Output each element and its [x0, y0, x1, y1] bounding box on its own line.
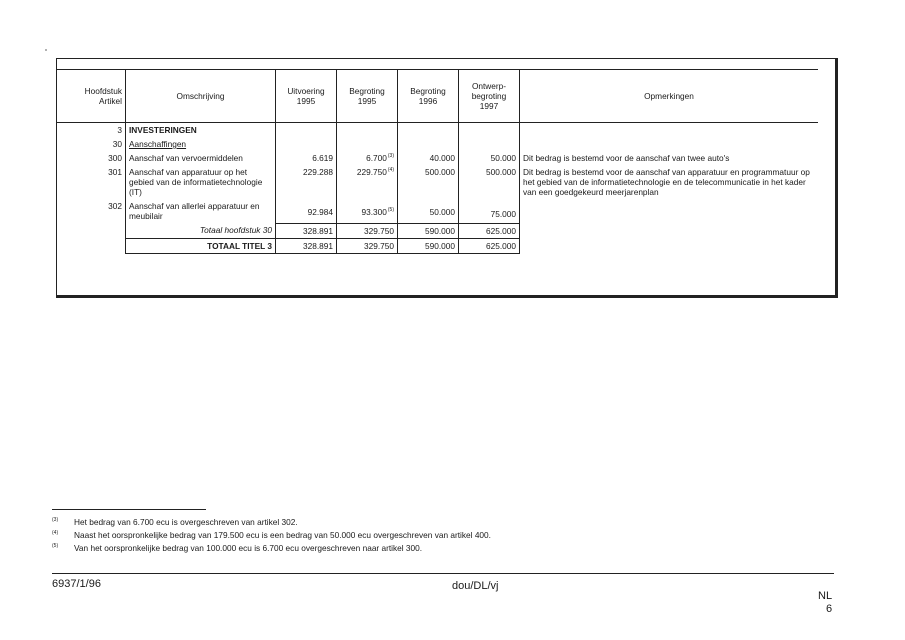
- row-budget95: 229.750$^{(4)}$: [337, 165, 398, 199]
- footnote-mark: (4): [52, 530, 59, 536]
- footnote-mark: (5): [52, 543, 59, 549]
- table-row: [57, 165, 818, 199]
- total-chapter-draft97: 625.000: [459, 223, 520, 238]
- header-description: Omschrijving: [126, 70, 276, 123]
- footnote: [52, 530, 491, 540]
- row-budget96: 40.000: [398, 151, 459, 165]
- total-title-label: TOTAAL TITEL 3: [126, 238, 276, 253]
- total-title-exec: 328.891: [276, 238, 337, 253]
- total-chapter-exec: 328.891: [276, 223, 337, 238]
- footnote-ref: (4): [387, 167, 394, 173]
- header-row: [57, 70, 818, 123]
- table-row: [57, 137, 818, 151]
- language-code: NL: [818, 590, 833, 602]
- footnote-separator: [52, 509, 206, 510]
- footnote-ref: (5): [387, 207, 394, 213]
- header-budget-1996: Begroting 1996: [398, 70, 459, 123]
- footnote-text: Naast het oorspronkelijke bedrag van 179.500 ecu is een bedrag van 50.000 ecu overgeschreven van artikel 400.: [74, 530, 491, 540]
- row-code: 3: [57, 123, 126, 138]
- header-chapter: Hoofdstuk Artikel: [57, 70, 126, 123]
- row-budget96: 50.000: [398, 199, 459, 223]
- page-number: 6: [825, 603, 833, 615]
- total-chapter-budget96: 590.000: [398, 223, 459, 238]
- table-row: [57, 151, 818, 165]
- document-reference: dou/DL/vj: [452, 580, 499, 592]
- header-exec-1995: Uitvoering 1995: [276, 70, 337, 123]
- row-description: INVESTERINGEN: [126, 123, 276, 138]
- footnote: [52, 517, 298, 527]
- scan-speck: [45, 49, 47, 51]
- row-description: Aanschaffingen: [126, 137, 276, 151]
- footer-rule: [52, 573, 834, 574]
- row-exec: 6.619: [276, 151, 337, 165]
- row-exec: 92.984: [276, 199, 337, 223]
- row-code: 301: [57, 165, 126, 199]
- table-row: [57, 199, 818, 223]
- row-exec: 229.288: [276, 165, 337, 199]
- row-code: 300: [57, 151, 126, 165]
- total-chapter-budget95: 329.750: [337, 223, 398, 238]
- row-description: Aanschaf van apparatuur op het gebied van de informatietechnologie (IT): [126, 165, 276, 199]
- document-number: 6937/1/96: [52, 578, 101, 590]
- row-code: 30: [57, 137, 126, 151]
- row-draft97: 500.000: [459, 165, 520, 199]
- total-chapter-label: Totaal hoofdstuk 30: [126, 223, 276, 238]
- budget-table: [57, 69, 818, 254]
- row-draft97: 75.000: [459, 199, 520, 223]
- row-remark: Dit bedrag is bestemd voor de aanschaf van apparatuur en programmatuur op het gebied van de informatietechnologie en de telecommunicatie in het kader van een goedgekeurd meerjarenplan: [520, 165, 819, 199]
- total-title-budget95: 329.750: [337, 238, 398, 253]
- row-description: Aanschaf van vervoermiddelen: [126, 151, 276, 165]
- header-remarks: Opmerkingen: [520, 70, 819, 123]
- row-budget95: 6.700$^{(3)}$: [337, 151, 398, 165]
- footnote-ref: (3): [387, 153, 394, 159]
- row-draft97: 50.000: [459, 151, 520, 165]
- footnote-mark: (3): [52, 517, 59, 523]
- row-code: 302: [57, 199, 126, 223]
- language-and-page: [818, 590, 832, 616]
- header-draft-1997: Ontwerp- begroting 1997: [459, 70, 520, 123]
- total-chapter-row: [57, 223, 818, 238]
- footnote-text: Van het oorspronkelijke bedrag van 100.000 ecu is 6.700 ecu overgeschreven naar artikel 300.: [74, 543, 423, 553]
- footnote: [52, 543, 422, 553]
- row-description: Aanschaf van allerlei apparatuur en meubilair: [126, 199, 276, 223]
- row-budget96: 500.000: [398, 165, 459, 199]
- row-remark: Dit bedrag is bestemd voor de aanschaf van twee auto's: [520, 151, 819, 165]
- total-title-budget96: 590.000: [398, 238, 459, 253]
- row-remark: [520, 199, 819, 223]
- footnote-text: Het bedrag van 6.700 ecu is overgeschreven van artikel 302.: [74, 517, 298, 527]
- total-title-draft97: 625.000: [459, 238, 520, 253]
- row-budget95: 93.300$^{(5)}$: [337, 199, 398, 223]
- total-title-row: [57, 238, 818, 253]
- table-row: [57, 123, 818, 138]
- header-budget-1995: Begroting 1995: [337, 70, 398, 123]
